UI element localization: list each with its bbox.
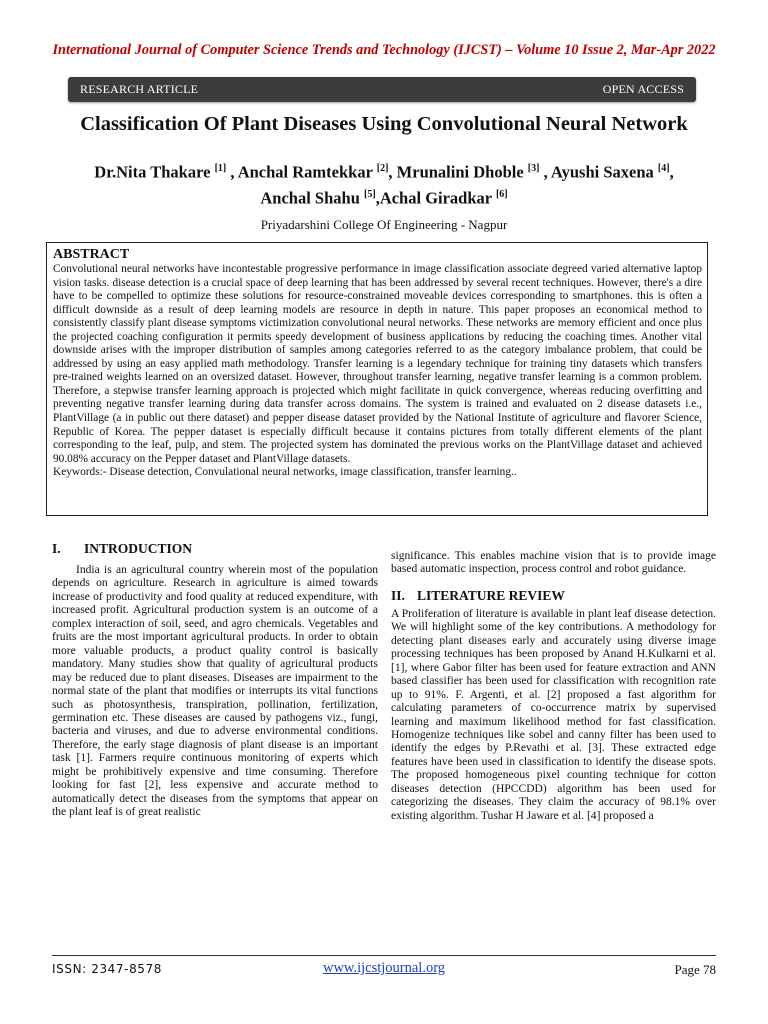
- author-name: Ayushi Saxena: [550, 162, 654, 182]
- introduction-heading: [52, 540, 378, 558]
- journal-website-link[interactable]: www.ijcstjournal.org: [322, 960, 446, 976]
- author-affiliation-mark: [5]: [364, 188, 376, 200]
- section-number: I.: [52, 541, 61, 556]
- abstract-box: [46, 242, 708, 516]
- author-list: [30, 158, 738, 209]
- author-affiliation-mark: [6]: [495, 188, 508, 200]
- author-separator: ,: [669, 162, 674, 182]
- author-name: Dr.Nita Thakare: [94, 162, 211, 182]
- research-article-label: RESEARCH ARTICLE: [80, 82, 199, 96]
- literature-review-heading: [391, 587, 716, 605]
- page-number: Page 78: [674, 962, 716, 977]
- section-title: INTRODUCTION: [84, 541, 193, 556]
- abstract-text: Convolutional neural networks have incontestable progressive performance in image classification associate degreed varied alternative laptop vision tasks. disease detection is a crucial space of deep learning that has been addressed by several recent techniques. However, there's a dire have to be compelled to optimize these solutions for resource-constrained moveable devices corresponding to smartphones. this is often a difficult downside as a result of deep learning models are resource in depth in nature. This paper proposes an economical method to consistently classify plant disease symptoms victimization convolutional neural networks. These networks are memory efficient and once plus the projected coaching configuration it permits speedy development of business applications by reducing the coaching times. Another vital downside arises with the improper distribution of samples among categories referred to as the category imbalance problem, that could be addressed by using an easy applied math methodology. Transfer learning is a legendary technique for training tiny datasets which transfers pre-trained weights learned on an oversized dataset. However, throughout transfer learning, negative transfer learning is a common problem. Therefore, a stepwise transfer learning approach is projected which might facilitate in quick convergence, whereas reducing overfitting and preventing negative transfer learning during data transfer across domains. The system is trained and evaluated on 2 disease datasets i.e., PlantVillage (a in public out there dataset) and pepper disease dataset provided by the National Institute of agriculture and flavorer Science, Republic of Korea. The pepper dataset is especially difficult because it contains pictures from totally different elements of the plant corresponding to the leaf, pulp, and stem. The projected system has dominated the previous works on the PlantVillage dataset and achieved 90.08% accuracy on the Pepper dataset and PlantVillage datasets.: [53, 263, 702, 465]
- author-separator: ,: [388, 162, 397, 182]
- footer-divider: [52, 955, 716, 956]
- journal-header: International Journal of Computer Science Trends and Technology (IJCST) – Volume 10 Issue 2, Mar-Apr 2022: [52, 42, 716, 58]
- author-name: Anchal Ramtekkar: [237, 162, 373, 182]
- left-column: [52, 540, 378, 820]
- author-separator: ,: [539, 162, 551, 182]
- section-number: II.: [391, 587, 405, 603]
- author-separator: ,: [375, 188, 380, 207]
- author-name: Achal Giradkar: [379, 188, 492, 207]
- author-affiliation-mark: [4]: [657, 163, 670, 174]
- article-type-bar: [68, 77, 696, 102]
- right-column: [391, 550, 716, 823]
- keywords: Keywords:- Disease detection, Convulational neural networks, image classification, transfer learning..: [53, 466, 517, 479]
- author-separator: ,: [226, 162, 238, 182]
- introduction-text: India is an agricultural country wherein most of the population depends on agriculture. Research in agriculture is aimed towards increase of productivity and food quality at reduced expenditure, with increased profit. Agricultural production system is an outcome of a complex interaction of soil, seed, and agro chemicals. Vegetables and fruits are the most important agricultural products. In order to obtain more valuable products, a product quality control is basically mandatory. Many studies show that quality of agricultural products may be reduced due to plant diseases. Diseases are impairment to the normal state of the plant that modifies or interrupts its vital functions such as photosynthesis, transpiration, pollination, fertilization, germination etc. These diseases are caused by pathogens viz., fungi, bacteria and viruses, and due to adverse environmental conditions. Therefore, the early stage diagnosis of plant disease is an important task [1]. Farmers require continuous monitoring of experts which might be prohibitively expensive and time consuming. Therefore looking for fast [2], less expensive and accurate method to automatically detect the diseases from the symptoms that appear on the plant leaf is of great realistic: [52, 564, 378, 819]
- introduction-continuation: significance. This enables machine vision that is to provide image based automatic inspection, process control and robot guidance.: [391, 550, 716, 576]
- paper-title: Classification Of Plant Diseases Using Convolutional Neural Network: [80, 113, 688, 135]
- author-affiliation-mark: [3]: [527, 163, 540, 174]
- author-name: Anchal Shahu: [260, 188, 360, 207]
- author-affiliation-mark: [2]: [376, 163, 389, 174]
- footer-issn: ISSN: 2347-8578: [52, 962, 163, 976]
- abstract-heading: ABSTRACT: [53, 247, 130, 262]
- section-title: LITERATURE REVIEW: [417, 587, 565, 603]
- author-affiliation-mark: [1]: [214, 163, 227, 174]
- affiliation: Priyadarshini College Of Engineering - Nagpur: [260, 217, 508, 232]
- literature-review-text: A Proliferation of literature is available in plant leaf disease detection. We will highlight some of the key contributions. A methodology for detecting plant diseases early and accurately using diverse image processing techniques has been proposed by Anand H.Kulkarni et al. [1], where Gabor filter has been used for feature extraction and ANN based classifier has been used for classification with recognition rate up to 91%. F. Argenti, et al. [2] proposed a fast algorithm for calculating parameters of co-occurrence matrix by supervised learning and maximum likelihood method for fast classification. Homogenize techniques like sobel and canny filter has been used to identify the edges by P.Revathi et al. [3]. These extracted edge features have been used in classification to identify the disease spots. The proposed homogeneous pixel counting technique for cotton diseases detection (HPCCDD) algorithm has been used for categorizing the diseases. They claim the accuracy of 98.1% over existing algorithm. Tushar H Jaware et al. [4] proposed a: [391, 607, 716, 822]
- author-name: Mrunalini Dhoble: [396, 162, 524, 182]
- open-access-label: OPEN ACCESS: [602, 82, 684, 96]
